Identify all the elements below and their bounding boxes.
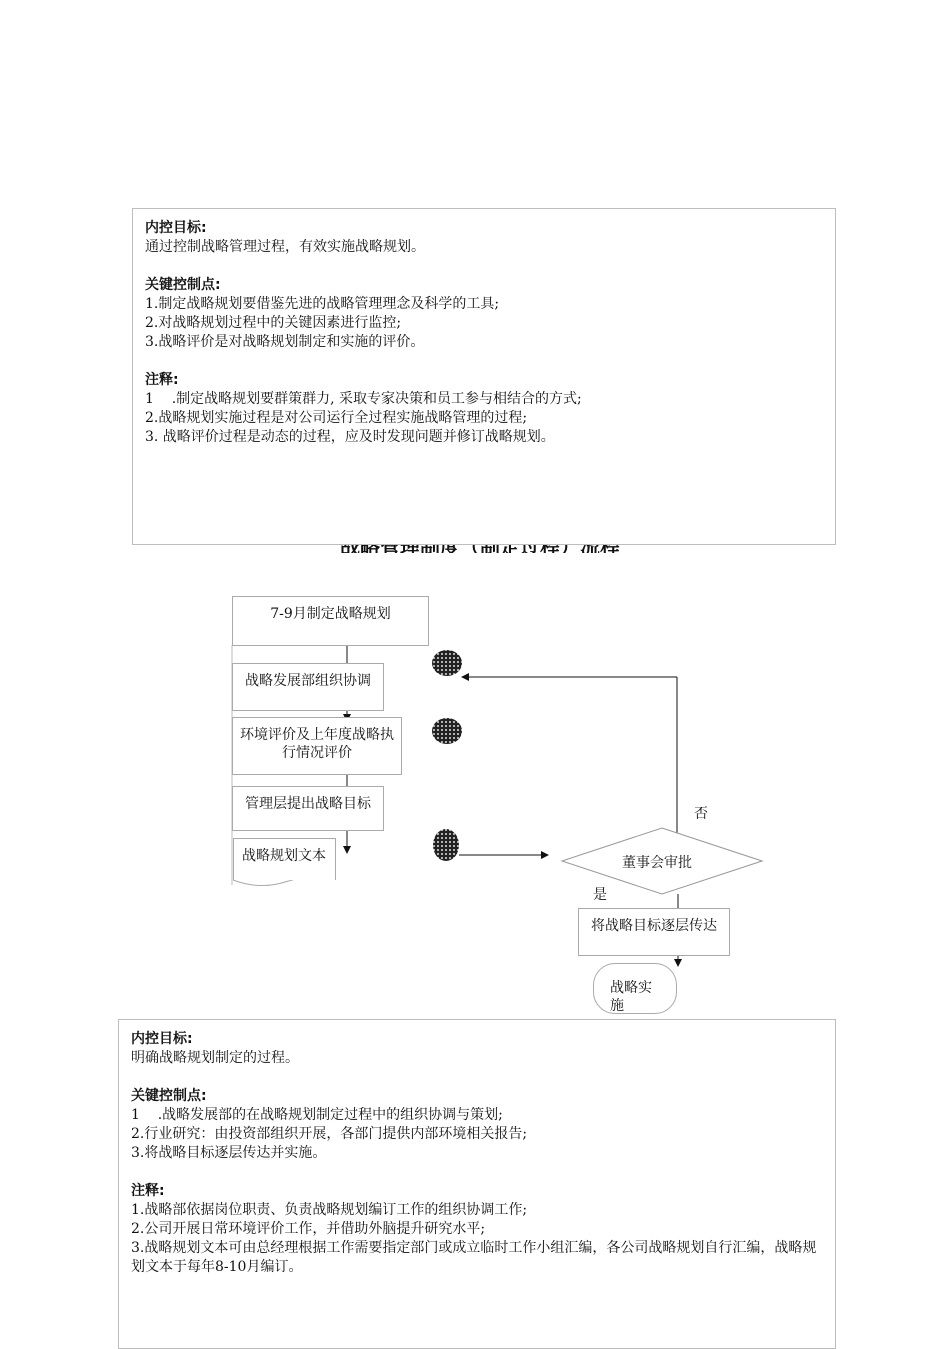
marker-ellipse [432, 650, 462, 676]
step-implement-label: 战略实施 [610, 980, 652, 1014]
note-item: 3.战略规划文本可由总经理根据工作需要指定部门或成立临时工作小组汇编，各公司战略规划自行汇编，战略规划文本于每年8-10月编订。 [131, 1240, 817, 1275]
step-coordinate-node [232, 663, 384, 711]
note-item: 1 .制定战略规划要群策群力, 采取专家决策和员工参与相结合的方式; [145, 391, 582, 407]
step-cascade-node [578, 908, 730, 956]
note-heading: 注释: [131, 1183, 165, 1199]
step-goal-label: 管理层提出战略目标 [245, 796, 371, 812]
bottom-annotation-box [118, 1019, 836, 1349]
step-cascade-label: 将战略目标逐层传达 [591, 918, 717, 934]
step-goal-node [232, 786, 384, 831]
decision-label: 董事会审批 [622, 855, 692, 871]
note-heading: 注释: [145, 372, 179, 388]
step-plan-label: 7-9月制定战略规划 [270, 606, 391, 622]
goal-heading: 内控目标: [131, 1031, 193, 1047]
step-plan-node [232, 596, 429, 646]
no-label: 否 [694, 806, 708, 822]
yes-label: 是 [593, 887, 607, 903]
step-document-node [233, 838, 336, 880]
step-coordinate-label: 战略发展部组织协调 [245, 673, 371, 689]
goal-text: 通过控制战略管理过程，有效实施战略规划。 [145, 239, 425, 255]
step-evaluate-label: 环境评价及上年度战略执行情况评价 [240, 727, 394, 761]
marker-ellipse [432, 718, 462, 744]
key-point: 3.将战略目标逐层传达并实施。 [131, 1145, 327, 1161]
key-heading: 关键控制点: [131, 1088, 207, 1104]
step-implement-node [593, 963, 677, 1014]
step-evaluate-node [232, 717, 402, 775]
key-point: 2.对战略规划过程中的关键因素进行监控; [145, 315, 402, 331]
note-item: 3. 战略评价过程是动态的过程，应及时发现问题并修订战略规划。 [145, 429, 555, 445]
goal-text: 明确战略规划制定的过程。 [131, 1050, 299, 1066]
key-point: 3.战略评价是对战略规划制定和实施的评价。 [145, 334, 425, 350]
key-point: 2.行业研究：由投资部组织开展，各部门提供内部环境相关报告; [131, 1126, 528, 1142]
note-item: 2.公司开展日常环境评价工作，并借助外脑提升研究水平; [131, 1221, 486, 1237]
goal-heading: 内控目标: [145, 220, 207, 236]
key-point: 1 .战略发展部的在战略规划制定过程中的组织协调与策划; [131, 1107, 503, 1123]
note-item: 1.战略部依据岗位职责、负责战略规划编订工作的组织协调工作; [131, 1202, 528, 1218]
step-document-label: 战略规划文本 [242, 848, 326, 864]
marker-ellipse [433, 829, 459, 861]
key-heading: 关键控制点: [145, 277, 221, 293]
note-item: 2.战略规划实施过程是对公司运行全过程实施战略管理的过程; [145, 410, 528, 426]
key-point: 1.制定战略规划要借鉴先进的战略管理理念及科学的工具; [145, 296, 500, 312]
